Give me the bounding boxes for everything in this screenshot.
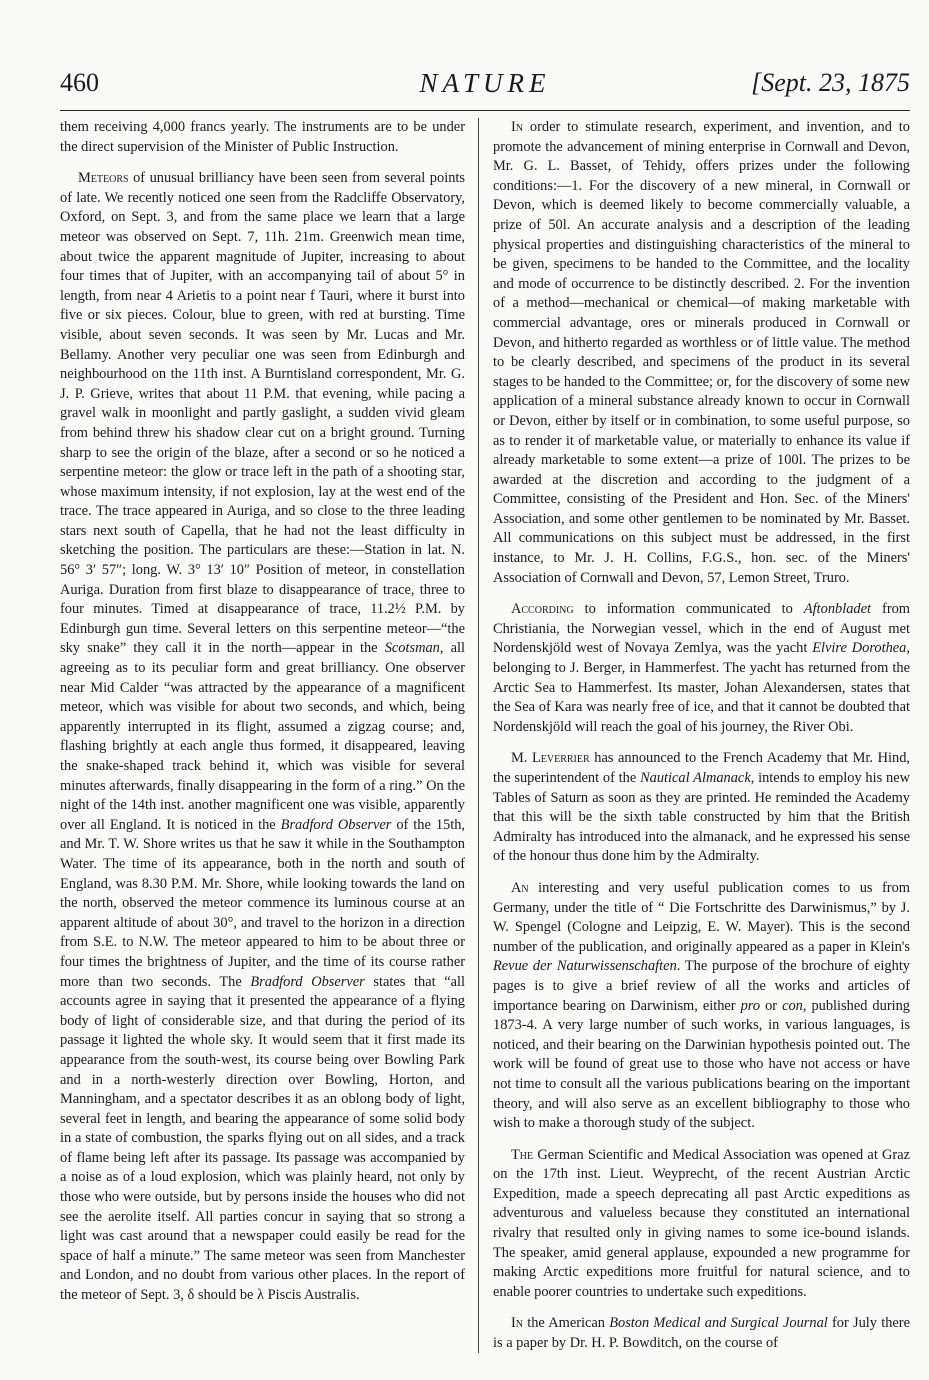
paragraph-prizes bbox=[493, 118, 910, 588]
lead-word: M. Leverrier bbox=[511, 750, 590, 767]
journal-title: NATURE bbox=[419, 68, 551, 98]
italic-text: con bbox=[782, 997, 803, 1014]
page-number: 460 bbox=[60, 68, 99, 97]
right-column bbox=[493, 118, 910, 1366]
paragraph-boston bbox=[493, 1314, 910, 1353]
paragraph-instruments: them receiving 4,000 francs yearly. The instruments are to be under the direct supervision of the Minister of Public Instruction. bbox=[60, 119, 465, 155]
left-column bbox=[60, 118, 465, 1318]
italic-text: Bradford Observer bbox=[250, 973, 365, 990]
header-rule bbox=[60, 110, 910, 111]
paragraph-graz bbox=[493, 1146, 910, 1303]
lead-word: In bbox=[511, 1315, 524, 1332]
paragraph-darwinism bbox=[493, 879, 910, 1134]
text-run: states that “all accounts agree in saying that it presented the appearance of a flying body of light of considerable size, and that during the period of its passage it lighted the whole sky. It would seem that it first made its appearance from the south-west, its course being over Bowling Park and in a north-westerly direction over Bowling, Horton, and Manningham, and a spectator describes it as an oblong body of light, several feet in length, and bearing the appearance of some solid body in a state of combustion, the sparks flying out on all sides, and a track of flame being left after its passage. Its passage was accompanied by a noise as of a loud explosion, which was plainly heard, not only by those who were outside, but by persons inside the houses who did not see the aerolite itself. All parties concur in saying that so strong a light was cast around that a newspaper could easily be read for the space of half a minute.” The same meteor was seen from Manchester and London, and no doubt from various other places. In the report of the meteor of Sept. 3, δ should be λ Piscis Australis. bbox=[60, 973, 465, 1304]
paragraph-leverrier bbox=[493, 749, 910, 867]
italic-text: Bradford Observer bbox=[280, 816, 392, 833]
text-run: German Scientific and Medical Association was opened at Graz on the 17th inst. Lieut. Weyprecht, of the recent Austrian Arctic Expedition, made a speech deprecating all past Arctic expeditions as adventurous and valueless because they constituted an international rivalry that resulted only in giving names to some ice-bound islands. The speaker, amid general applause, expounded a new programme for making Arctic expeditions more fruitful for natural science, and to enable poorer countries to undertake such expeditions. bbox=[493, 1146, 910, 1300]
text-run: the American bbox=[523, 1315, 610, 1332]
italic-text: Scotsman bbox=[384, 640, 440, 657]
lead-word: The bbox=[511, 1146, 534, 1163]
italic-text: pro bbox=[740, 997, 761, 1014]
page-header bbox=[60, 64, 910, 110]
text-run: or bbox=[760, 997, 783, 1014]
text-run: of the 15th, and Mr. T. W. Shore writes us that he saw it while in the Southampton Water. The time of its appearance, both in the north and south of England, was 8.30 P.M. Mr. Shore, while looking towards the land on the north, observed the meteor commence its luminous course at an apparent altitude of about 30°, and travel to the horizon in a direction from S.E. to N.W. The meteor appeared to him to be about three or four times the brightness of Jupiter, and the time of its course rather more than two seconds. The bbox=[60, 816, 466, 990]
text-run: , belonging to J. Berger, in Hammerfest. The yacht has returned from the Arctic Sea to Hammerfest. Its master, Johan Alexandersen, states that the Sea of Kara was nearly free of ice, and that it cannot be doubted that Nordenskjöld will reach the goal of his journey, the River Obi. bbox=[493, 640, 910, 735]
text-run: to information communicated to bbox=[573, 601, 804, 618]
italic-text: Aftonbladet bbox=[803, 601, 871, 618]
text-run: interesting and very useful publication comes to us from Germany, under the title of “ Die Fortschritte des Darwinismus,” by J. W. Spengel (Cologne and Leipzig, E. W. Mayer). This is the second number of the publication, and originally appeared as a paper in Klein's bbox=[493, 879, 910, 955]
italic-text: Elvire Dorothea bbox=[812, 640, 907, 657]
lead-word: According bbox=[511, 601, 574, 618]
text-run: for July there is a paper by Dr. H. P. Bowditch, on the course of bbox=[493, 1315, 910, 1352]
text-run: from Christiania, the Norwegian vessel, which in the end of August met Nordenskjöld west of Novaya Zemlya, was the yacht bbox=[493, 601, 911, 657]
text-run: of unusual brilliancy have been seen from several points of late. We recently noticed one seen from the Radcliffe Observatory, Oxford, on Sept. 3, and from the same place we learn that a large meteor was observed on Sept. 7, 11h. 21m. Greenwich mean time, about twice the apparent magnitude of Jupiter, increasing to about four times that of Jupiter, with an accompanying tail of about 5° in length, from near 4 Arietis to a point near f Tauri, where it burst into five or six pieces. Colour, blue to green, with red at bursting. Time visible, about seven seconds. It was seen by Mr. Lucas and Mr. Bellamy. Another very peculiar one was seen from Edinburgh and neighbourhood on the 11th inst. A Burntisland correspondent, Mr. G. J. P. Grieve, writes that about 11 P.M. that evening, while pacing a gravel walk in moonlight and partly gaslight, a sudden vivid gleam from behind threw his shadow clear cut on a bright ground. Turning sharp to see the origin of the blaze, after a second or so he noticed a serpentine meteor: the glow or trace left in the path of a shooting star, whose maximum intensity, if not explosion, lay at the west end of the trace. The trace appeared in Auriga, and so close to the three leading stars next south of Capella, that he had not the least difficulty in sketching the position. The particulars are these:—Station in lat. N. 56° 3′ 57″; long. W. 3° 13′ 10″ Position of meteor, in constellation Auriga. Duration from first blaze to disappearance of trace, three to four minutes. Timed at disappearance of trace, 11.2½ P.M. by Edinburgh gun time. Several letters on this serpentine meteor—“the sky snake” they call it in the north—appear in the bbox=[60, 170, 465, 657]
text-run: , published during 1873-4. A very large number of such works, in various languages, is noticed, and their bearing on the Darwinian hypothesis pointed out. The work will be found of great use to those who have not access or have not time to consult all the various publications bearing on the important theory, and will also serve as an excellent bibliography to those who wish to make a thorough study of the subject. bbox=[493, 997, 910, 1132]
italic-text: Revue der Naturwissenschaften bbox=[493, 958, 677, 975]
column-divider bbox=[478, 118, 479, 1353]
text-run: order to stimulate research, experiment, and invention, and to promote the advancement of mining enterprise in Cornwall and Devon, Mr. G. L. Basset, of Tehidy, offers prizes under the following conditions:—1. For the discovery of a new mineral, in Cornwall or Devon, which is deemed likely to become commercially valuable, a prize of 50l. An accurate analysis and a description of the leading physical properties and distinguishing characteristics of the mineral to be given, specimens to be handed to the Committee, and the locality and mode of occurrence to be distinctly described. 2. For the invention of a method—mechanical or chemical—of making marketable with commercial advantage, ores or minerals produced in Cornwall or Devon, and hitherto regarded as worthless or of little value. The method to be clearly described, and specimens of the product in its several stages to be handed to the Committee; or, for the discovery of some new application of a mineral substance already known to occur in Cornwall or Devon, either by itself or in combination, to some useful purpose, so as to render it of marketable value, or materially to enhance its value if already marketable to some extent—a prize of 100l. The prizes to be awarded at the discretion and according to the judgment of a Committee, consisting of the President and Hon. Sec. of the Miners' Association, and some other gentlemen to be nominated by Mr. Basset. All communications on this subject must be addressed, in the first instance, to Mr. J. H. Collins, F.G.S., hon. sec. of the Miners' Association of Cornwall and Devon, 57, Lemon Street, Truro. bbox=[493, 119, 910, 586]
text-run: has announced to the French Academy that Mr. Hind, the superintendent of the bbox=[493, 750, 910, 786]
paragraph-nordenskjold bbox=[493, 600, 910, 737]
lead-word: An bbox=[511, 879, 529, 896]
issue-date: [Sept. 23, 1875 bbox=[751, 68, 910, 97]
paragraph-meteors bbox=[60, 169, 465, 1305]
text-run: . The purpose of the brochure of eighty pages is to give a brief review of all the works and articles of importance bearing on Darwinism, either bbox=[493, 958, 911, 1014]
text-run: , all agreeing as to its peculiar form and great brilliancy. One observer near Mid Calder “was attracted by the appearance of a magnificent meteor, which was visible for about two seconds, and which, being apparently interrupted in its flight, assumed a zigzag course; and, flashing brightly at each angle thus formed, it disappeared, leaving the snake-shaped track behind it, which was visible for several minutes afterwards, finally disappearing in the form of a ring.” On the night of the 14th inst. another magnificent one was visible, apparently over all England. It is noticed in the bbox=[60, 640, 465, 833]
italic-text: Boston Medical and Surgical Journal bbox=[609, 1315, 828, 1332]
lead-word: In bbox=[511, 119, 524, 135]
lead-word: Meteors bbox=[78, 170, 129, 187]
text-run: , intends to employ his new Tables of Saturn as soon as they are printed. He reminded the Academy that this will be the sixth table constructed by him that the British Admiralty has introduced into the almanack, and he expressed his sense of the honour thus done him by the Admiralty. bbox=[493, 770, 910, 865]
italic-text: Nautical Almanack bbox=[640, 770, 751, 786]
